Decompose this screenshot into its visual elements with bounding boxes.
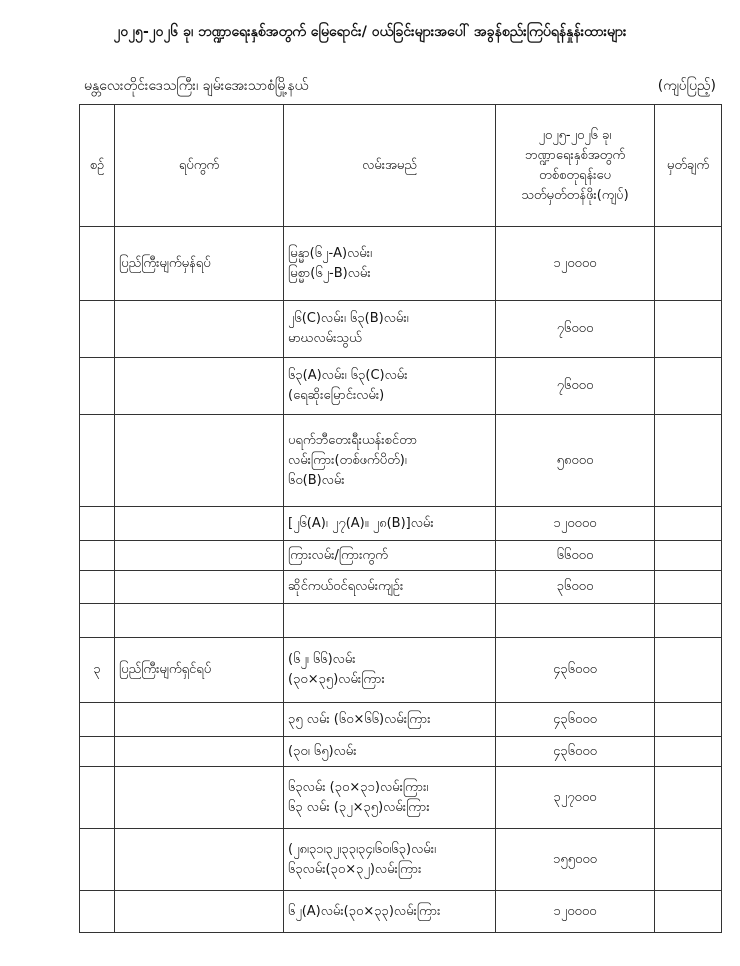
header-area: ရပ်ကွက် <box>115 105 284 227</box>
table-row <box>80 891 722 933</box>
cell-street <box>284 507 496 541</box>
cell-no <box>80 829 115 891</box>
cell-area: ပြည်ကြီးမျက်မှန်ရပ် <box>115 227 284 301</box>
cell-area <box>115 703 284 737</box>
header-street: လမ်းအမည် <box>284 105 496 227</box>
table-row <box>80 571 722 604</box>
cell-no <box>80 604 115 638</box>
cell-remark <box>655 415 722 507</box>
cell-price: ၁၂၀၀၀၀ <box>496 891 655 933</box>
cell-no <box>80 541 115 571</box>
cell-area <box>115 507 284 541</box>
street-line: ၆၂(A)လမ်း(၃၀×၃၃)လမ်းကြား <box>288 903 441 919</box>
header-price-line: သတ်မှတ်တန်ဖိုး(ကျပ်) <box>521 187 629 203</box>
cell-price: ၁၂၀၀၀၀ <box>496 227 655 301</box>
cell-no <box>80 507 115 541</box>
cell-no <box>80 301 115 358</box>
street-line: (၂၈၊၃၁၊၃၂၊၃၃၊၃၄၊၆၀၊၆၃)လမ်း၊ <box>288 841 437 857</box>
table-row <box>80 829 722 891</box>
street-line: ၂၆(C)လမ်း၊ ၆၃(B)လမ်း၊ <box>288 311 409 326</box>
cell-street <box>284 571 496 604</box>
cell-area <box>115 737 284 767</box>
header-no: စဉ် <box>80 105 115 227</box>
cell-remark <box>655 767 722 829</box>
table-row <box>80 737 722 767</box>
street-line: ၃၅ လမ်း (၆၀×၆၆)လမ်းကြား <box>288 711 431 727</box>
header-price <box>496 105 655 227</box>
cell-street <box>284 767 496 829</box>
cell-price: ၄၃၆၀၀၀ <box>496 638 655 703</box>
street-line: (၃၀၊ ၆၅)လမ်း <box>288 743 357 759</box>
cell-remark <box>655 638 722 703</box>
cell-no <box>80 767 115 829</box>
cell-street <box>284 829 496 891</box>
cell-street <box>284 703 496 737</box>
cell-remark <box>655 358 722 415</box>
table-header-row <box>80 105 722 227</box>
cell-area <box>115 358 284 415</box>
cell-price: ၃၂၇၀၀၀ <box>496 767 655 829</box>
cell-remark <box>655 571 722 604</box>
header-price-line: ဘဏ္ဍာရေးနှစ်အတွက် <box>524 147 626 163</box>
cell-price: ၇၆၀၀၀ <box>496 358 655 415</box>
cell-remark <box>655 301 722 358</box>
street-line: ပရက်ဘီတေးရီးယန်းစင်တာ <box>288 432 418 448</box>
table-row <box>80 638 722 703</box>
cell-price: ၇၆၀၀၀ <box>496 301 655 358</box>
street-line: ၆၃လမ်း (၃၀×၃၁)လမ်းကြား၊ <box>288 779 429 795</box>
table-row <box>80 767 722 829</box>
cell-remark <box>655 703 722 737</box>
cell-price: ၅၈၀၀၀ <box>496 415 655 507</box>
cell-remark <box>655 737 722 767</box>
street-line: ၆၃(A)လမ်း၊ ၆၃(C)လမ်း <box>288 368 408 383</box>
table-row <box>80 703 722 737</box>
cell-remark <box>655 507 722 541</box>
table-row <box>80 358 722 415</box>
cell-area <box>115 829 284 891</box>
street-line: ၆၃ လမ်း (၃၂×၃၅)လမ်းကြား <box>288 799 430 815</box>
cell-street <box>284 737 496 767</box>
cell-area <box>115 541 284 571</box>
header-price-line: တစ်စတုရန်းပေ <box>539 167 611 183</box>
header-remark: မှတ်ချက် <box>655 105 722 227</box>
table-row <box>80 301 722 358</box>
cell-price: ၁၅၅၀၀၀ <box>496 829 655 891</box>
cell-price: ၃၆၀၀၀ <box>496 571 655 604</box>
cell-no <box>80 891 115 933</box>
cell-no <box>80 703 115 737</box>
cell-area <box>115 604 284 638</box>
street-line: မာဃလမ်းသွယ် <box>288 331 362 346</box>
cell-street <box>284 541 496 571</box>
street-line: ၆၃လမ်း(၃၀×၃၂)လမ်းကြား <box>288 861 422 877</box>
cell-no <box>80 571 115 604</box>
cell-area <box>115 571 284 604</box>
table-row <box>80 604 722 638</box>
table-row <box>80 415 722 507</box>
cell-price <box>496 604 655 638</box>
valuation-table <box>79 104 722 933</box>
cell-remark <box>655 541 722 571</box>
cell-area <box>115 767 284 829</box>
cell-area <box>115 891 284 933</box>
table-row <box>80 507 722 541</box>
cell-no: ၃ <box>80 638 115 703</box>
street-line: ကြားလမ်း/ကြားကွက် <box>288 547 388 563</box>
cell-no <box>80 227 115 301</box>
cell-remark <box>655 604 722 638</box>
street-line: (၃၀×၃၅)လမ်းကြား <box>288 672 385 687</box>
cell-area: ပြည်ကြီးမျက်ရှင်ရပ် <box>115 638 284 703</box>
cell-street <box>284 638 496 703</box>
region-label: မန္တလေးတိုင်းဒေသကြီး၊ ချမ်းအေးသာစံမြို့နယ် <box>84 78 309 94</box>
cell-area <box>115 415 284 507</box>
street-line: လမ်းကြား(တစ်ဖက်ပိတ်)၊ <box>288 452 407 468</box>
unit-label: (ကျပ်ပြည့်) <box>657 78 716 94</box>
cell-remark <box>655 829 722 891</box>
cell-no <box>80 415 115 507</box>
cell-street <box>284 415 496 507</box>
street-line: [၂၆(A)၊ ၂၇(A)။ ၂၈(B)]လမ်း <box>288 515 434 531</box>
table-row <box>80 227 722 301</box>
cell-remark <box>655 227 722 301</box>
cell-street <box>284 604 496 638</box>
street-line: မြစ္မာ(၆၂-B)လမ်း <box>288 265 371 281</box>
cell-no <box>80 737 115 767</box>
cell-price: ၆၆၀၀၀ <box>496 541 655 571</box>
cell-area <box>115 301 284 358</box>
street-line: (ရေဆိုးမြောင်းလမ်း) <box>288 388 385 403</box>
street-line: မြန္မာ(၆၂-A)လမ်း၊ <box>288 245 373 261</box>
street-line: (၆၂၊ ၆၆)လမ်း <box>288 652 356 667</box>
cell-street <box>284 358 496 415</box>
cell-street <box>284 301 496 358</box>
header-price-line: ၂၀၂၅-၂၀၂၆ ခု၊ <box>538 127 612 143</box>
table-row <box>80 541 722 571</box>
cell-remark <box>655 891 722 933</box>
cell-street <box>284 227 496 301</box>
cell-price: ၄၃၆၀၀၀ <box>496 703 655 737</box>
street-line: ဆိုင်ကယ်ဝင်ရလမ်းကျဉ်း <box>288 579 404 594</box>
street-line: ၆၀(B)လမ်း <box>288 472 345 488</box>
cell-no <box>80 358 115 415</box>
cell-price: ၁၂၀၀၀၀ <box>496 507 655 541</box>
cell-street <box>284 891 496 933</box>
cell-price: ၄၃၆၀၀၀ <box>496 737 655 767</box>
document-title: ၂၀၂၅-၂၀၂၆ ခု၊ ဘဏ္ဍာရေးနှစ်အတွက် မြေရောင်း/ ဝယ်ခြင်းများအပေါ် အခွန်စည်းကြပ်ရန်နှုန်းထားများ <box>113 24 627 40</box>
